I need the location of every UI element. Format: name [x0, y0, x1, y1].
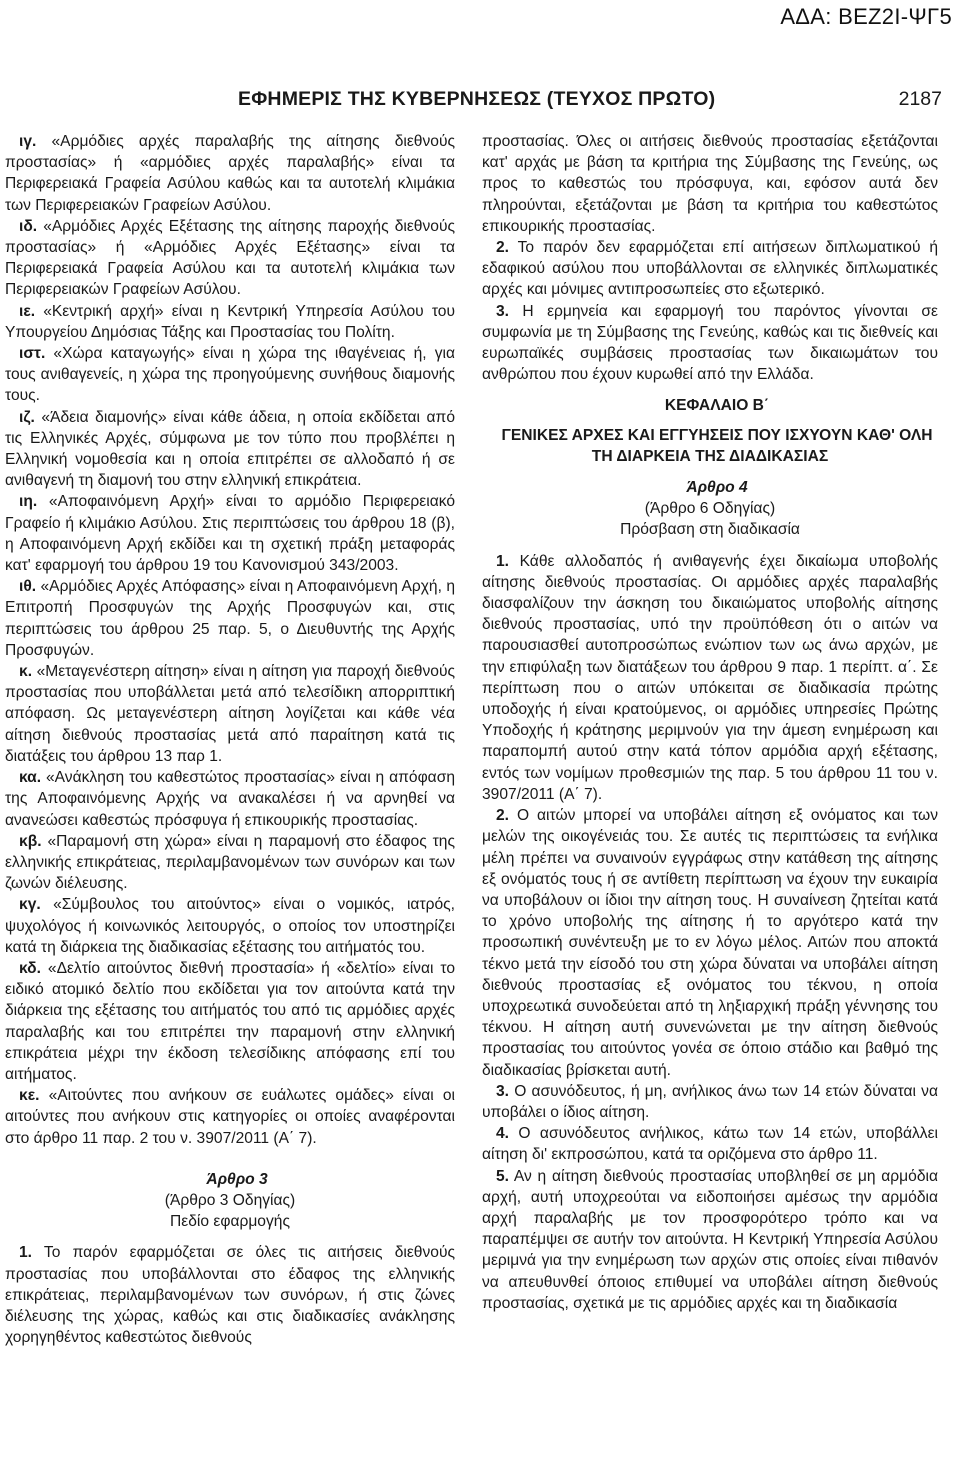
definition-paragraph: κε. «Αιτούντες που ανήκουν σε ευάλωτες ομάδες» είναι οι αιτούντες που ανήκουν στις κατηγορίες οι οποίες αναφέρονται στο άρθρο 11 παρ. 2 του ν. 3907/2011 (Α΄ 7). [5, 1087, 455, 1147]
gazette-title: ΕΦΗΜΕΡΙΣ ΤΗΣ ΚΥΒΕΡΝΗΣΕΩΣ (ΤΕΥΧΟΣ ΠΡΩΤΟ) [238, 88, 716, 110]
definition-paragraph: ιδ. «Αρμόδιες Αρχές Εξέτασης της αίτησης παροχής διεθνούς προστασίας» ή «Αρμόδιες Αρχές Εξέτασης» είναι τα Περιφερειακά Γραφεία Ασύλου και τα αυτοτελή κλιμάκια των Περιφερειακών Γραφείων Ασύλου. [5, 217, 455, 299]
article-3-reference: (Άρθρο 3 Οδηγίας) [164, 1191, 296, 1209]
article-3-title: Άρθρο 3 [206, 1170, 268, 1188]
definition-paragraph: κ. «Μεταγενέστερη αίτηση» είναι η αίτηση για παροχή διεθνούς προστασίας που υποβάλλεται μετά από τελεσίδικη απορριπτική απόφαση. Ως μεταγενέστερη αίτηση λογίζεται και κάθε νέα αίτηση διεθνούς προστασίας μετά από παραίτηση κατά τις διατάξεις του άρθρου 13 παρ 1. [5, 663, 455, 765]
definition-paragraph: κγ. «Σύμβουλος του αιτούντος» είναι ο νομικός, ιατρός, ψυχολόγος ή κοινωνικός λειτουργός, ο οποίος τον υποστηρίζει κατά τη διάρκεια της διαδικασίας εξέτασης του αιτήματός του. [5, 896, 455, 956]
definition-paragraph: ιθ. «Αρμόδιες Αρχές Απόφασης» είναι η Αποφαινόμενη Αρχή, η Επιτροπή Προσφυγών της Αρχής Προσφυγών και, στις περιπτώσεις του άρθρου 25 παρ. 5, ο Διευθυντής της Αρχής Προσφυγών. [5, 578, 455, 659]
article-paragraph: 3. Η ερμηνεία και εφαρμογή του παρόντος γίνονται σε συμφωνία με τη Σύμβασης της Γενεύης, καθώς και τις διεθνείς και ευρωπαϊκές συμβάσεις προστασίας των δικαιωμάτων του ανθρώπου που έχουν κυρωθεί από την Ελλάδα. [482, 302, 938, 384]
article-paragraph: 3. Ο ασυνόδευτος, ή μη, ανήλικος άνω των 14 ετών δύναται να υποβάλει ο ίδιος αίτηση. [482, 1082, 938, 1121]
definition-paragraph: ιη. «Αποφαινόμενη Αρχή» είναι το αρμόδιο Περιφερειακό Γραφείο ή κλιμάκιο Ασύλου. Στις περιπτώσεις του άρθρου 18 (β), η Αποφαινόμενη Αρχή εκδίδει και τη σχετική πράξη μεταφοράς κατ' εφαρμογή του άρθρου 19 του Κανονισμού 343/2003. [5, 493, 455, 575]
article-paragraph: 1. Το παρόν εφαρμόζεται σε όλες τις αιτήσεις διεθνούς προστασίας που υποβάλλονται στο έδαφος της ελληνικής επικράτειας, περιλαμβανομένων των συνόρων, ή στις ζώνες διέλευσης της χώρας, καθώς και στις διαδικασίες ανάκλησης χορηγηθέντος καθεστώτος διεθνούς [5, 1244, 455, 1347]
definition-paragraph: κδ. «Δελτίο αιτούντος διεθνή προστασία» ή «δελτίο» είναι το ειδικό ατομικό δελτίο που εκδίδεται για τον αιτούντα κατά την διάρκεια της εξέτασης του αιτήματός του από τις αρμόδιες αρχές παραλαβής και του επιτρέπει την παραμονή στην ελληνική επικράτεια μέχρι την έκδοση τελεσίδικης απόφασης επί του αιτήματος. [5, 959, 455, 1083]
article-4-reference: (Άρθρο 6 Οδηγίας) [644, 500, 776, 518]
definition-paragraph: κβ. «Παραμονή στη χώρα» είναι η παραμονή στο έδαφος της ελληνικής επικράτειας, περιλαμβανομένων των συνόρων και των ζωνών διέλευσης. [5, 832, 455, 893]
left-column [5, 131, 455, 1348]
article-paragraph: 5. Αν η αίτηση διεθνούς προστασίας υποβληθεί σε μη αρμόδια αρχή, αυτή υποχρεούται να ειδοποιήσει αμέσως την αρμόδια αρχή παραλαβής με τον προσφορότερο τρόπο και να παραπέμψει σε αυτήν τον αιτούντα. Η Κεντρική Υπηρεσία Ασύλου μεριμνά για την ενημέρωση των αρχών στις οποίες είναι πιθανόν να απευθυνθεί όποιος επιθυμεί να υποβάλει αίτηση διεθνούς προστασίας, σχετικά με τις αρμόδιες αρχές και τη διαδικασία [482, 1167, 938, 1312]
article-3-heading: Πεδίο εφαρμογής [170, 1213, 290, 1231]
article-paragraph: 1. Κάθε αλλοδαπός ή ανιθαγενής έχει δικαίωμα υποβολής αίτησης διεθνούς προστασίας. Οι αρμόδιες αρχές παραλαβής διασφαλίζουν την άσκηση του δικαιώματος υποβολής αίτησης διεθνούς προστασίας, υπό την προϋπόθεση ότι ο αιτών να παρουσιασθεί αυτοπροσώπως ενώπιον των ως άνω αρχών, με την επιφύλαξη των διατάξεων του άρθρου 9 παρ. 1 περίπτ. α΄. Σε περίπτωση που ο αιτών υπόκειται σε διαδικασία πρώτης υποδοχής ή είναι κρατούμενος, οι αρμόδιες υπηρεσίες Πρώτης Υποδοχής ή κράτησης μεριμνούν για την άμεση ενημέρωση και παραπομπή αυτού στην κατά τόπον αρμόδια αρχή εξέτασης, εντός των νομίμων προθεσμιών της παρ. 5 του άρθρου 11 του ν. 3907/2011 (Α΄ 7). [482, 552, 938, 803]
definition-paragraph: κα. «Ανάκληση του καθεστώτος προστασίας» είναι η απόφαση της Αποφαινόμενης Αρχής να ανακαλέσει ή να αρνηθεί να ανανεώσει καθεστώς πρόσφυγα ή επικουρικής προστασίας. [5, 769, 455, 829]
right-column [482, 131, 938, 1314]
chapter-subtitle: ΓΕΝΙΚΕΣ ΑΡΧΕΣ ΚΑΙ ΕΓΓΥΗΣΕΙΣ ΠΟΥ ΙΣΧΥΟΥΝ ΚΑΘ' ΟΛΗ ΤΗ ΔΙΑΡΚΕΙΑ ΤΗΣ ΔΙΑΔΙΚΑΣΙΑΣ [501, 426, 933, 465]
continued-paragraph: προστασίας. Όλες οι αιτήσεις διεθνούς προστασίας εξετάζονται κατ' αρχάς με βάση τα κριτήρια της Σύμβασης της Γενεύης, ως προς το καθεστώς του πρόσφυγα, και, εφόσον αυτά δεν πληρούνται, εξετάζονται με βάση τα κριτήρια του καθεστώτος επικουρικής προστασίας. [482, 133, 938, 235]
page-header [0, 88, 960, 116]
ada-code: ΑΔΑ: ΒΕΖ2Ι-ΨΓ5 [780, 4, 952, 29]
definition-paragraph: ιγ. «Αρμόδιες αρχές παραλαβής της αίτησης διεθνούς προστασίας» ή «αρμόδιες αρχές παραλαβής» είναι τα Περιφερειακά Γραφεία Ασύλου καθώς και τα αυτοτελή κλιμάκια των Περιφερειακών Γραφείων Ασύλου. [5, 133, 455, 214]
article-paragraph: 4. Ο ασυνόδευτος ανήλικος, κάτω των 14 ετών, υποβάλλει αίτηση δι' εκπροσώπου, κατά τα οριζόμενα στο άρθρο 11. [482, 1125, 938, 1164]
definition-paragraph: ιζ. «Άδεια διαμονής» είναι κάθε άδεια, η οποία εκδίδεται από τις Ελληνικές Αρχές, σύμφωνα με τον τύπο που προβλέπει η Ελληνική νομοθεσία και η οποία επιτρέπει σε αλλοδαπό ή σε ανιθαγενή τη διαμονή του στην ελληνική επικράτεια. [5, 408, 455, 490]
article-paragraph: 2. Το παρόν δεν εφαρμόζεται επί αιτήσεων διπλωματικού ή εδαφικού ασύλου που υποβάλλονται σε ελληνικές διπλωματικές αρχές και μόνιμες αντιπροσωπείες στο εξωτερικό. [482, 239, 938, 299]
definition-paragraph: ιε. «Κεντρική αρχή» είναι η Κεντρική Υπηρεσία Ασύλου του Υπουργείου Δημόσιας Τάξης και Προστασίας του Πολίτη. [5, 302, 455, 341]
chapter-title: ΚΕΦΑΛΑΙΟ Β΄ [664, 397, 770, 415]
article-4-heading: Πρόσβαση στη διαδικασία [620, 521, 800, 539]
article-paragraph: 2. Ο αιτών μπορεί να υποβάλει αίτηση εξ ονόματος και των μελών της οικογένειάς του. Σε αυτές τις περιπτώσεις τα ενήλικα μέλη πρέπει να συναινούν εγγράφως στην κατάθεση της αίτησης εξ ονόματός τους ή σε αντίθετη περίπτωση να έχουν την ευκαιρία να υποβάλουν οι ίδιοι την αίτηση τους. Η συναίνεση ζητείται κατά το χρόνο υποβολής της αίτησης ή το αργότερο κατά την προσωπική συνέντευξη με το εν λόγω μέλος. Αιτών που αποκτά τέκνο μετά την είσοδό του στη χώρα δύναται να υποβάλει αίτηση διεθνούς προστασίας εξ ονόματος του τέκνου, η οποία υποχρεωτικά συνοδεύεται από τη ληξιαρχική πράξη γέννησης του τέκνου. Η αίτηση αυτή συνενώνεται με την αίτηση διεθνούς προστασίας του αιτούντος γονέα σε όποιο στάδιο και βαθμό της διαδικασίας βρίσκεται αυτή. [482, 807, 938, 1079]
article-4-title: Άρθρο 4 [686, 479, 748, 497]
page-number: 2187 [898, 88, 942, 110]
definition-paragraph: ιστ. «Χώρα καταγωγής» είναι η χώρα της ιθαγένειας ή, για τους ανιθαγενείς, η χώρα της προηγούμενης συνήθους διαμονής τους. [5, 345, 455, 405]
